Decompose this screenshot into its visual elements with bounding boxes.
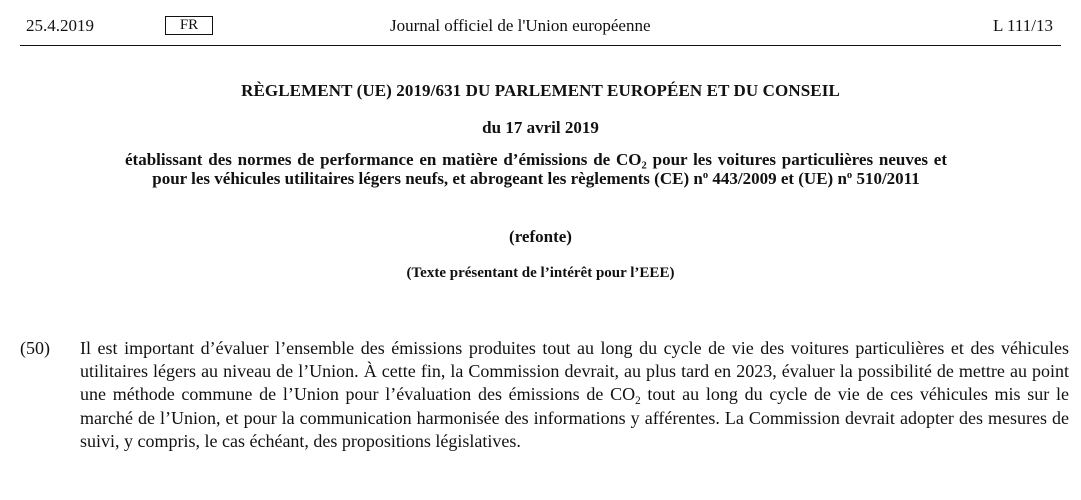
eea-relevance-label: (Texte présentant de l’intérêt pour l’EEE)	[406, 265, 675, 281]
recast-label: (refonte)	[509, 227, 572, 246]
language-badge: FR	[165, 16, 213, 35]
header-divider	[20, 45, 1061, 46]
recital-text: Il est important d’évaluer l’ensemble des émissions produites tout au long du cycle de vie des voitures particulières et des véhicules utilitaires légers au niveau de l’Union. À cette fin, la Commission devrait, au plus tard en 2023, évaluer la possibilité de mettre au point une méthode commune de l’Union pour l’évaluation des émissions de $CO_2$ tout au long du cycle de vie de ces véhicules mis sur le marché de l’Union, et pour la communication harmonisée des informations y afférentes. La Commission devrait adopter des mesures de suivi, y compris, le cas échéant, des propositions législatives.	[80, 338, 1069, 451]
regulation-title: RÈGLEMENT (UE) 2019/631 DU PARLEMENT EUROPÉEN ET DU CONSEIL	[241, 81, 840, 100]
page-reference: L 111/13	[993, 16, 1053, 35]
regulation-date: du 17 avril 2019	[482, 118, 599, 137]
publication-date: 25.4.2019	[26, 16, 94, 35]
recital-number: (50)	[20, 338, 50, 358]
journal-title: Journal officiel de l'Union européenne	[390, 16, 651, 35]
regulation-subject: établissant des normes de performance en matière d’émissions de $CO_2$ pour les voitures particulières neuves et pour les véhicules utilitaires légers neufs, et abrogeant les règlements (CE) $n^o$ 443/2009 et (UE) $n^o$ 510/2011	[125, 150, 948, 188]
journal-header	[0, 0, 1081, 46]
